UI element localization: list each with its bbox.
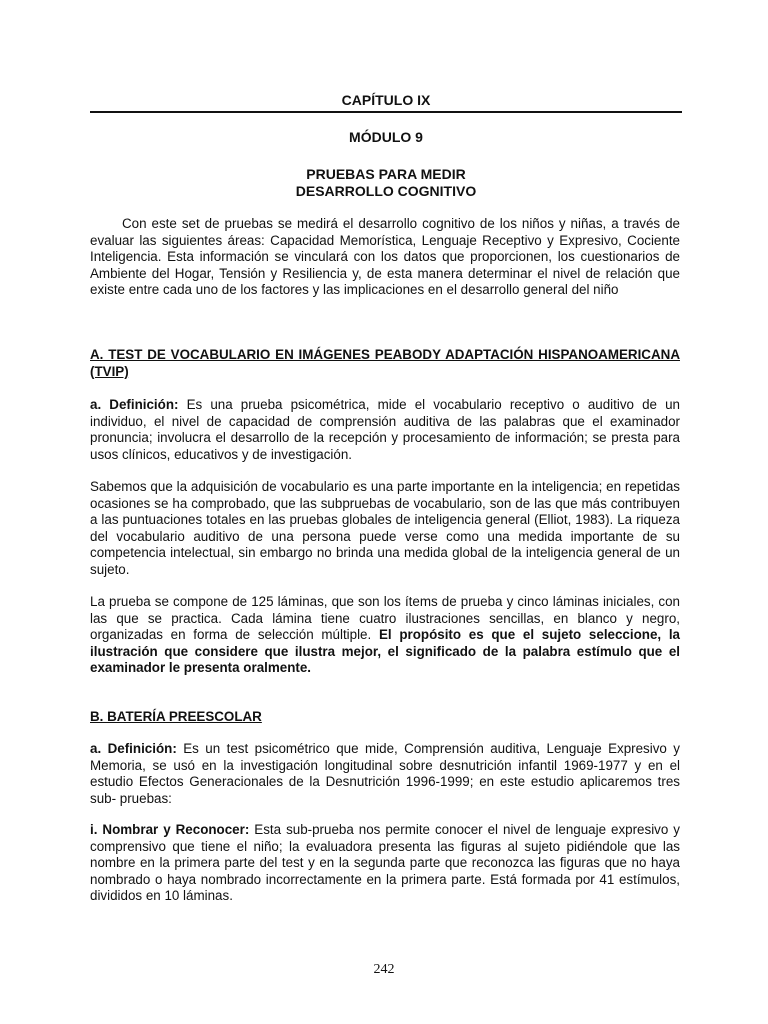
intro-paragraph: Con este set de pruebas se medirá el desarrollo cognitivo de los niños y niñas, a través de evaluar las siguientes áreas: Capacidad Memorística, Lenguaje Receptivo y Expresivo, Cociente Inteligencia. Esta información se vinculará con los datos que proporcionen, los cuestionarios de Ambiente del Hogar, Tensión y Resiliencia y, de esta manera determinar el nivel de relación que existe entre cada uno de los factores y las implicaciones en el desarrollo general del niño <box>90 216 680 298</box>
section-b-definition <box>90 741 680 807</box>
section-a-definition-text: Es una prueba psicométrica, mide el vocabulario receptivo o auditivo de un individuo, el nivel de capacidad de comprensión auditiva de las palabras que el examinador pronuncia; involucra el desarrollo de la recepción y procesamiento de información; se presta para usos clínicos, educativos y de investigación. <box>90 397 680 462</box>
section-a-definition-label: a. Definición: <box>90 397 179 412</box>
section-b-heading: B. BATERÍA PREESCOLAR <box>90 709 262 724</box>
section-b-subtest-1-text: Esta sub-prueba nos permite conocer el nivel de lenguaje expresivo y comprensivo que tiene el niño; la evaluadora presenta las figuras al sujeto pidiéndole que las nombre en la primera parte del test y en la segunda parte que reconozca las figuras que no haya nombrado o haya nombrado incorrectamente en la primera parte. Está formada por 41 estímulos, divididos en 10 láminas. <box>90 822 680 904</box>
section-a-paragraph-2: Sabemos que la adquisición de vocabulario es una parte importante en la inteligencia; en repetidas ocasiones se ha comprobado, que las subpruebas de vocabulario, son de las que más contribuyen a las puntuaciones totales en las pruebas globales de inteligencia general (Elliot, 1983). La riqueza del vocabulario auditivo de una persona puede verse como una medida importante de su competencia intelectual, sin embargo no brinda una medida global de la inteligencia general de un sujeto. <box>90 479 680 577</box>
module-title: MÓDULO 9 <box>349 129 423 145</box>
main-title-line-2: DESARROLLO COGNITIVO <box>295 183 477 199</box>
section-a-heading: A. TEST DE VOCABULARIO EN IMÁGENES PEABODY ADAPTACIÓN HISPANOAMERICANA (TVIP) <box>90 347 680 379</box>
page-number: 242 <box>373 962 395 977</box>
main-title-line-1: PRUEBAS PARA MEDIR <box>306 166 466 182</box>
section-a-paragraph-3 <box>90 594 680 677</box>
section-b-definition-text: Es un test psicométrico que mide, Comprensión auditiva, Lenguaje Expresivo y Memoria, se usó en la investigación longitudinal sobre desnutrición infantil 1969-1977 y en el estudio Efectos Generacionales de la Desnutrición 1996-1999; en este estudio aplicaremos tres sub- pruebas: <box>90 741 680 806</box>
chapter-title: CAPÍTULO IX <box>90 92 682 113</box>
section-a-paragraph-3-text: La prueba se compone de 125 láminas, que son los ítems de prueba y cinco láminas iniciales, con las que se practica. Cada lámina tiene cuatro ilustraciones sencillas, en blanco y negro, organizadas en forma de selección múltiple. <box>90 594 680 643</box>
section-a-paragraph-3-emphasis: El propósito es que el sujeto seleccione, la ilustración que considere que ilustra mejor, el significado de la palabra estímulo que el examinador le presenta oralmente. <box>90 627 681 676</box>
section-b-definition-label: a. Definición: <box>90 741 177 756</box>
section-a-definition <box>90 397 680 463</box>
section-b-subtest-1 <box>90 822 680 905</box>
main-title <box>90 166 682 200</box>
section-b-subtest-1-label: i. Nombrar y Reconocer: <box>90 822 250 837</box>
